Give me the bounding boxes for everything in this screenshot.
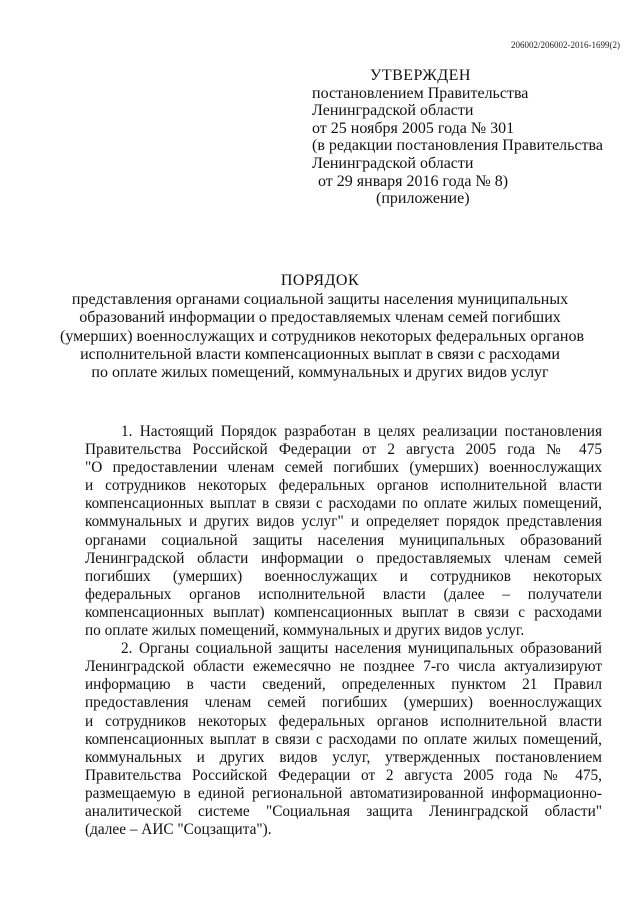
text-line: информацию в части сведений, определенных пунктом 21 Правил	[85, 676, 602, 694]
text-line: 1. Настоящий Порядок разработан в целях реализации постановления	[121, 423, 602, 440]
paragraph-2	[85, 640, 602, 839]
approval-line: Ленинградской области	[312, 154, 474, 172]
document-heading	[60, 272, 584, 382]
text-line: по оплате жилых помещений, коммунальных и других видов услуг.	[85, 622, 525, 640]
text-line: Правительства Российской Федерации от 2 августа 2005 года № 475,	[85, 766, 602, 784]
text-line: аналитической системе "Социальная защита Ленинградской области"	[85, 802, 602, 820]
text-line: (далее – АИС "Соцзащита").	[85, 821, 272, 839]
text-line: компенсационных выплат в связи с расходами по оплате жилых помещений,	[85, 730, 602, 748]
heading-line: (умерших) военнослужащих и сотрудников некоторых федеральных органов	[60, 327, 584, 345]
approval-line: Ленинградской области	[312, 102, 474, 120]
text-line: предоставления членам семей погибших (умерших) военнослужащих	[85, 694, 602, 712]
text-line: Ленинградской области информации о предоставляемых членам семей	[85, 549, 602, 567]
text-line: Ленинградской области ежемесячно не позднее 7-го числа актуализируют	[85, 658, 602, 676]
approval-title: УТВЕРЖДЕН	[370, 67, 471, 84]
text-line: органами социальной защиты населения муниципальных образований	[85, 531, 602, 549]
approval-appendix: (приложение)	[376, 190, 470, 208]
text-line: и сотрудников некоторых федеральных органов исполнительной власти	[85, 477, 602, 495]
text-line: федеральных органов исполнительной власти (далее – получатели	[85, 585, 602, 603]
approval-line: от 29 января 2016 года № 8)	[318, 172, 509, 190]
heading-line: по оплате жилых помещений, коммунальных и других видов услуг	[91, 364, 549, 382]
text-line: коммунальных и других видов услуг" и определяет порядок представления	[85, 513, 602, 531]
text-line: "О предоставлении членам семей погибших (умерших) военнослужащих	[85, 459, 602, 477]
approval-stamp	[312, 67, 632, 208]
heading-line: исполнительной власти компенсационных выплат в связи с расходами	[80, 345, 560, 363]
approval-line: постановлением Правительства	[312, 84, 529, 102]
text-line: и сотрудников некоторых федеральных органов исполнительной власти	[85, 712, 602, 730]
document-title: ПОРЯДОК	[280, 272, 360, 289]
document-body	[85, 423, 602, 839]
text-line: коммунальных и других видов услуг, утвержденных постановлением	[85, 748, 602, 766]
text-line: погибших (умерших) военнослужащих и сотрудников некоторых	[85, 567, 602, 585]
text-line: Правительства Российской Федерации от 2 августа 2005 года № 475	[85, 441, 602, 459]
approval-line: (в редакции постановления Правительства	[312, 137, 603, 155]
text-line: 2. Органы социальной защиты населения муниципальных образований	[121, 640, 602, 658]
paragraph-1	[85, 423, 602, 640]
approval-line: от 25 ноября 2005 года № 301	[312, 119, 515, 137]
heading-line: представления органами социальной защиты населения муниципальных	[71, 291, 569, 309]
heading-line: образований информации о предоставляемых членам семей погибших	[79, 309, 561, 327]
text-line: компенсационных выплат в связи с расходами по оплате жилых помещений,	[85, 495, 602, 513]
document-id: 206002/206002-2016-1699(2)	[511, 40, 620, 50]
text-line: компенсационных выплат) компенсационных выплат в связи с расходами	[85, 603, 602, 621]
text-line: размещаемую в единой региональной автоматизированной информационно-	[85, 784, 602, 802]
